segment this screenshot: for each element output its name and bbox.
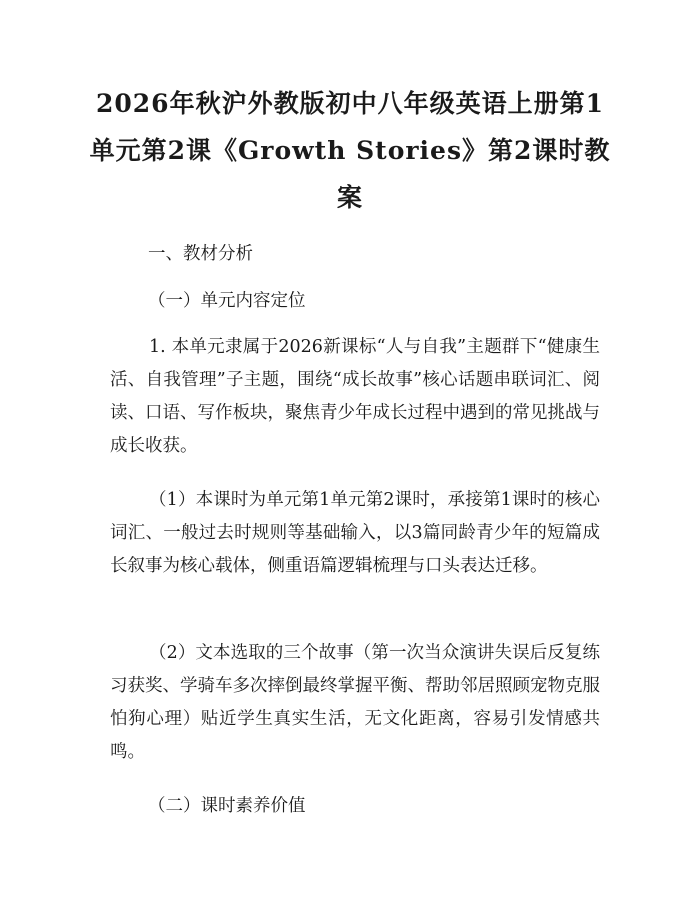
paragraph-text-selection: （2）文本选取的三个故事（第一次当众演讲失误后反复练习获奖、学骑车多次摔倒最终掌握平衡、帮助邻居照顾宠物克服怕狗心理）贴近学生真实生活，无文化距离，容易引发情感共鸣。 xyxy=(110,643,600,762)
subsection-heading-literacy-value: （二）课时素养价值 xyxy=(148,796,306,816)
paragraph-lesson-position: （1）本课时为单元第1单元第2课时，承接第1课时的核心词汇、一般过去时规则等基础输入，以3篇同龄青少年的短篇成长叙事为核心载体，侧重语篇逻辑梳理与口头表达迁移。 xyxy=(110,490,600,576)
subsection-heading-unit-positioning: （一）单元内容定位 xyxy=(148,291,306,311)
paragraph-unit-overview: 1. 本单元隶属于2026新课标“人与自我”主题群下“健康生活、自我管理”子主题，围绕“成长故事”核心话题串联词汇、阅读、口语、写作板块，聚焦青少年成长过程中遇到的常见挑战与成长收获。 xyxy=(110,337,600,456)
section-heading-teaching-material-analysis: 一、教材分析 xyxy=(148,244,253,264)
document-title: 2026年秋沪外教版初中八年级英语上册第1单元第2课《Growth Stories》第2课时教案 xyxy=(89,89,611,212)
